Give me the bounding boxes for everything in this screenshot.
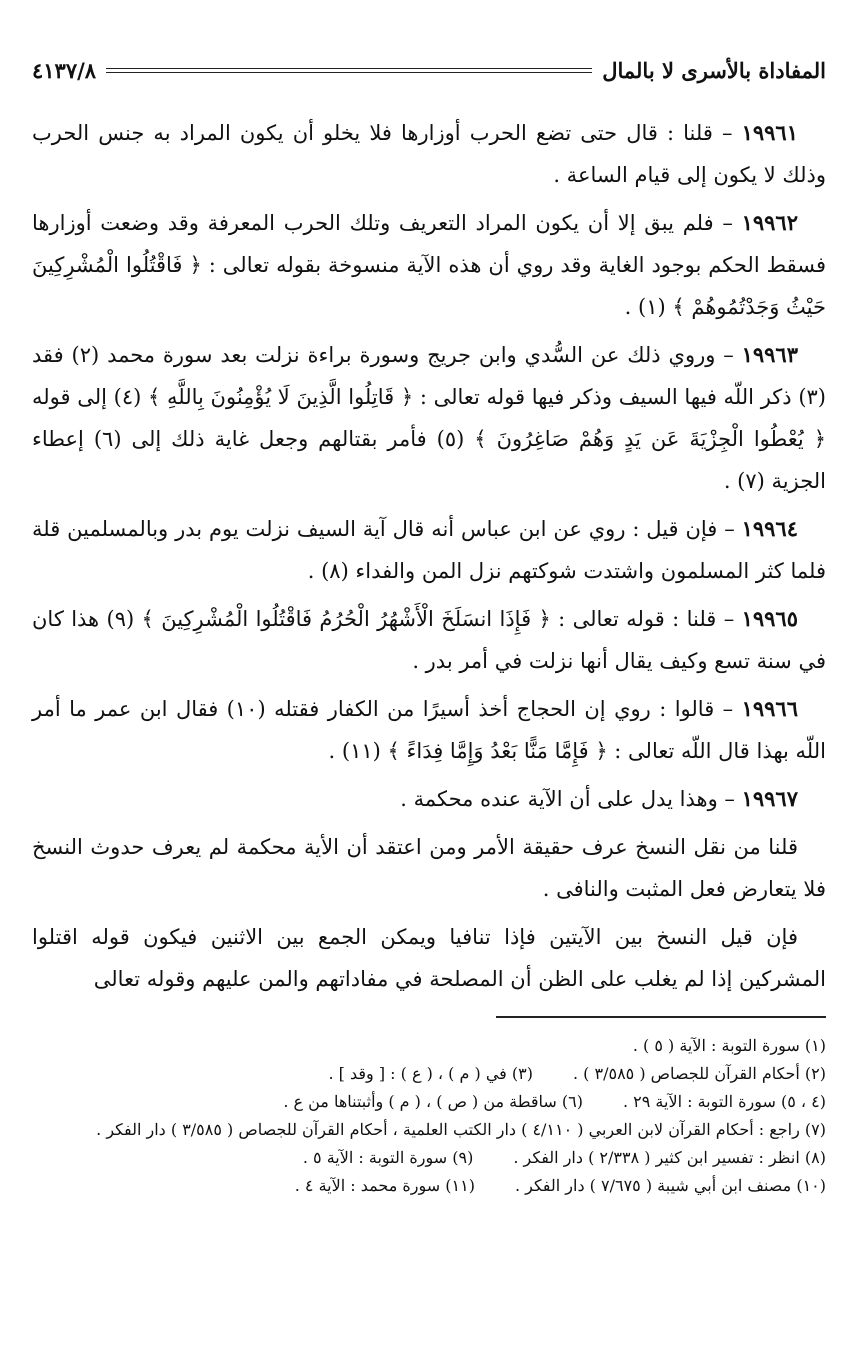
footnote-3: (٣) في ( م ) ، ( ع ) : [ وقد ] . [328,1064,533,1083]
footnote-1: (١) سورة التوبة : الآية ( ٥ ) . [632,1036,826,1055]
page [32,52,826,1006]
paragraph-number: ١٩٩٦٥ [741,606,798,631]
paragraph-number: ١٩٩٦٢ [741,210,798,235]
footnotes [32,1016,826,1200]
paragraph-text: – قلنا : قوله تعالى : ﴿ فَإِذَا انسَلَخَ الْأَشْهُرُ الْحُرُمُ فَاقْتُلُوا الْمُشْرِكِينَ ﴾ (٩) هذا كان في سنة تسع وكيف يقال أنها نزلت في أمر بدر . [32,607,826,673]
paragraph-reply [32,826,826,910]
paragraph-19963 [32,334,826,502]
paragraph-text: – وهذا يدل على أن الآية عنده محكمة . [400,787,742,811]
paragraph-text: قلنا من نقل النسخ عرف حقيقة الأمر ومن اعتقد أن الأية محكمة لم يعرف حدوث النسخ فلا يتعارض فعل المثبت والنافى . [32,835,826,901]
paragraph-number: ١٩٩٦٣ [741,342,798,367]
paragraph-number: ١٩٩٦٦ [741,696,798,721]
footnote-9: (٩) سورة التوبة : الآية ٥ . [302,1148,474,1167]
header-title: المفاداة بالأسرى لا بالمال [602,57,826,83]
header-rule [106,68,592,73]
running-header [32,52,826,88]
footnote-row [32,1144,826,1172]
footnote-6: (٦) ساقطة من ( ص ) ، ( م ) وأثبتناها من ع . [283,1092,583,1111]
paragraph-text: – فلم يبق إلا أن يكون المراد التعريف وتلك الحرب المعرفة وقد وضعت أوزارها فسقط الحكم بوجود الغاية وقد روي أن هذه الآية منسوخة بقوله تعالى : ﴿ فَاقْتُلُوا الْمُشْرِكِينَ حَيْثُ وَجَدْتُمُوهُمْ ﴾ (١) . [32,211,826,319]
paragraph-19967 [32,778,826,820]
footnote-7: (٧) راجع : أحكام القرآن لابن العربي ( ٤/١١٠ ) دار الكتب العلمية ، أحكام القرآن للجصاص ( ٣/٥٨٥ ) دار الفكر . [96,1120,826,1139]
paragraph-text: – قلنا : قال حتى تضع الحرب أوزارها فلا يخلو أن يكون المراد به جنس الحرب وذلك لا يكون إلى قيام الساعة . [32,121,826,187]
footnote-10: (١٠) مصنف ابن أبي شيبة ( ٧/٦٧٥ ) دار الفكر . [514,1176,826,1195]
paragraph-text: – وروي ذلك عن السُّدي وابن جريج وسورة براءة نزلت بعد سورة محمد (٢) فقد (٣) ذكر اللّه فيها السيف وذكر فيها قوله تعالى : ﴿ قَاتِلُوا الَّذِينَ لَا يُؤْمِنُونَ بِاللَّهِ ﴾ (٤) إلى قوله ﴿ يُعْطُوا الْجِزْيَةَ عَن يَدٍ وَهُمْ صَاغِرُونَ ﴾ (٥) فأمر بقتالهم وجعل غاية ذلك إلى (٦) إعطاء الجزية (٧) . [32,343,827,493]
paragraph-text: فإن قيل النسخ بين الآيتين فإذا تنافيا ويمكن الجمع بين الاثنين فيكون قوله اقتلوا المشركين إذا لم يغلب على الظن أن المصلحة في مفاداتهم والمن عليهم وقوله تعالى [32,925,826,991]
footnote-row [32,1088,826,1116]
footnote-4-5: (٤ ، ٥) سورة التوبة : الآية ٢٩ . [622,1092,826,1111]
footnote-2: (٢) أحكام القرآن للجصاص ( ٣/٥٨٥ ) . [572,1064,826,1083]
paragraph-19962 [32,202,826,328]
paragraph-text: – فإن قيل : روي عن ابن عباس أنه قال آية السيف نزلت يوم بدر وبالمسلمين قلة فلما كثر المسلمون واشتدت شوكتهم نزل المن والفداء (٨) . [32,517,826,583]
paragraph-objection [32,916,826,1000]
paragraph-number: ١٩٩٦٤ [741,516,798,541]
paragraph-number: ١٩٩٦١ [741,120,798,145]
main-text [32,112,826,1000]
paragraph-19966 [32,688,826,772]
page-number: ٤١٣٧/٨ [32,57,97,83]
paragraph-19964 [32,508,826,592]
footnote-rule [496,1016,826,1018]
footnote-row [32,1172,826,1200]
paragraph-19961 [32,112,826,196]
paragraph-text: – قالوا : روي إن الحجاج أخذ أسيرًا من الكفار فقتله (١٠) فقال ابن عمر ما أمر اللّه بهذا قال اللّه تعالى : ﴿ فَإِمَّا مَنًّا بَعْدُ وَإِمَّا فِدَاءً ﴾ (١١) . [32,697,826,763]
footnote-8: (٨) انظر : تفسير ابن كثير ( ٢/٣٣٨ ) دار الفكر . [513,1148,826,1167]
paragraph-19965 [32,598,826,682]
paragraph-number: ١٩٩٦٧ [741,786,798,811]
footnote-row [32,1060,826,1088]
footnote-11: (١١) سورة محمد : الآية ٤ . [294,1176,475,1195]
